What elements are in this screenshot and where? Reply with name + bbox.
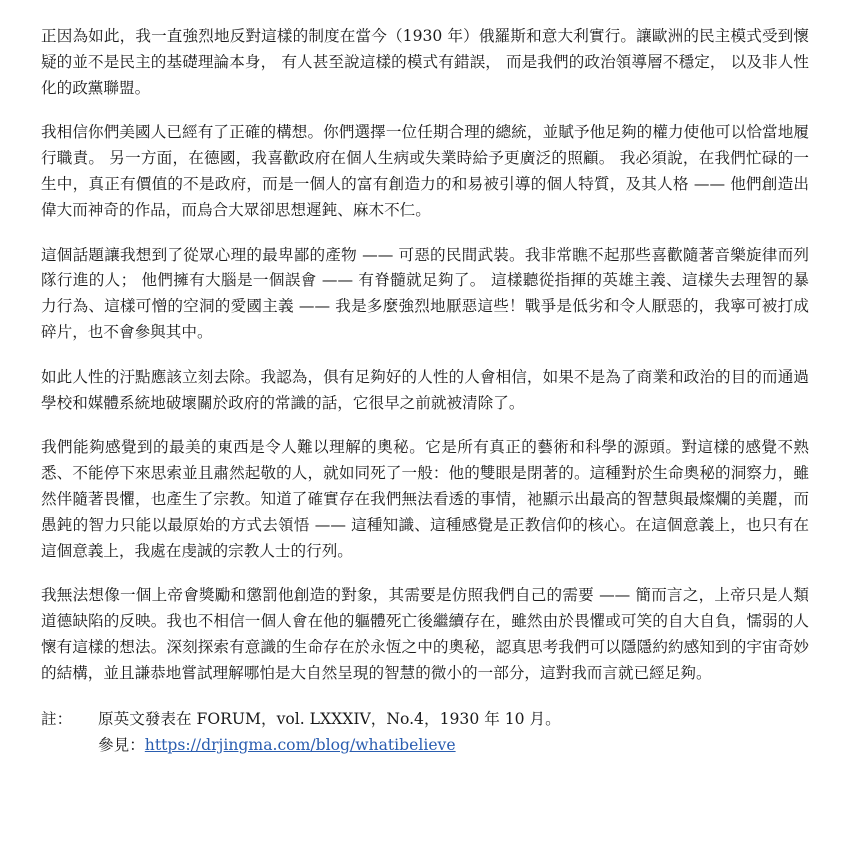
paragraph-6: 我無法想像一個上帝會獎勵和懲罰他創造的對象，其需要是仿照我們自己的需要 —— 簡而言之，上帝只是人類道德缺陷的反映。我也不相信一個人會在他的軀體死亡後繼續存在，雖然由於畏懼或可笑的自大自負，懦弱的人懷有這樣的想法。深刻探索有意識的生命存在於永恆之中的奧秘，認真思考我們可以隱隱約約感知到的宇宙奇妙的結構，並且謙恭地嘗試理解哪怕是大自然呈現的智慧的微小的一部分，這對我而言就已經足夠。	[41, 586, 809, 682]
paragraph-3: 這個話題讓我想到了從眾心理的最卑鄙的產物 —— 可惡的民間武裝。我非常瞧不起那些喜歡隨著音樂旋律而列隊行進的人； 他們擁有大腦是一個誤會 —— 有脊髓就足夠了。 這樣聽從指揮的英雄主義、這樣失去理智的暴力行為、這樣可憎的空洞的愛國主義 —— 我是多麼強烈地厭惡這些！戰爭是低劣和令人厭惡的，我寧可被打成碎片，也不會參與其中。	[41, 245, 809, 341]
source-link[interactable]: https://drjingma.com/blog/whatibelieve	[144, 735, 456, 754]
footnote	[41, 706, 809, 758]
footnote-label: 註：	[41, 709, 73, 728]
footnote-see-also	[98, 732, 809, 758]
see-also-label: 參見：	[98, 735, 145, 754]
paragraph-4: 如此人性的汙點應該立刻去除。我認為，俱有足夠好的人性的人會相信，如果不是為了商業和政治的目的而通過學校和媒體系統地破壞關於政府的常識的話，它很早之前就被清除了。	[41, 367, 809, 412]
paragraph-1: 正因為如此，我一直強烈地反對這樣的制度在當今（1930 年）俄羅斯和意大利實行。讓歐洲的民主模式受到懷疑的並不是民主的基礎理論本身， 有人甚至說這樣的模式有錯誤， 而是我們的政治領導層不穩定， 以及非人性化的政黨聯盟。	[41, 27, 809, 97]
footnote-source-line: 原英文發表在 FORUM，vol. LXXXIV，No.4，1930 年 10 月。	[98, 709, 561, 728]
paragraph-2: 我相信你們美國人已經有了正確的構想。你們選擇一位任期合理的總統，並賦予他足夠的權力使他可以恰當地履行職責。 另一方面，在德國，我喜歡政府在個人生病或失業時給予更廣泛的照顧。 我必須說，在我們忙碌的一生中，真正有價值的不是政府，而是一個人的富有創造力的和易被引導的個人特質，及其人格 —— 他們創造出偉大而神奇的作品，而烏合大眾卻思想遲鈍、麻木不仁。	[41, 123, 809, 219]
footnote-body	[98, 706, 809, 758]
paragraph-5: 我們能夠感覺到的最美的東西是令人難以理解的奧秘。它是所有真正的藝術和科學的源頭。對這樣的感覺不熟悉、不能停下來思索並且肅然起敬的人，就如同死了一般：他的雙眼是閉著的。這種對於生命奧秘的洞察力，雖然伴隨著畏懼，也產生了宗教。知道了確實存在我們無法看透的事情，祂顯示出最高的智慧與最燦爛的美麗，而愚鈍的智力只能以最原始的方式去領悟 —— 這種知識、這種感覺是正教信仰的核心。在這個意義上，也只有在這個意義上，我處在虔誠的宗教人士的行列。	[41, 438, 809, 560]
